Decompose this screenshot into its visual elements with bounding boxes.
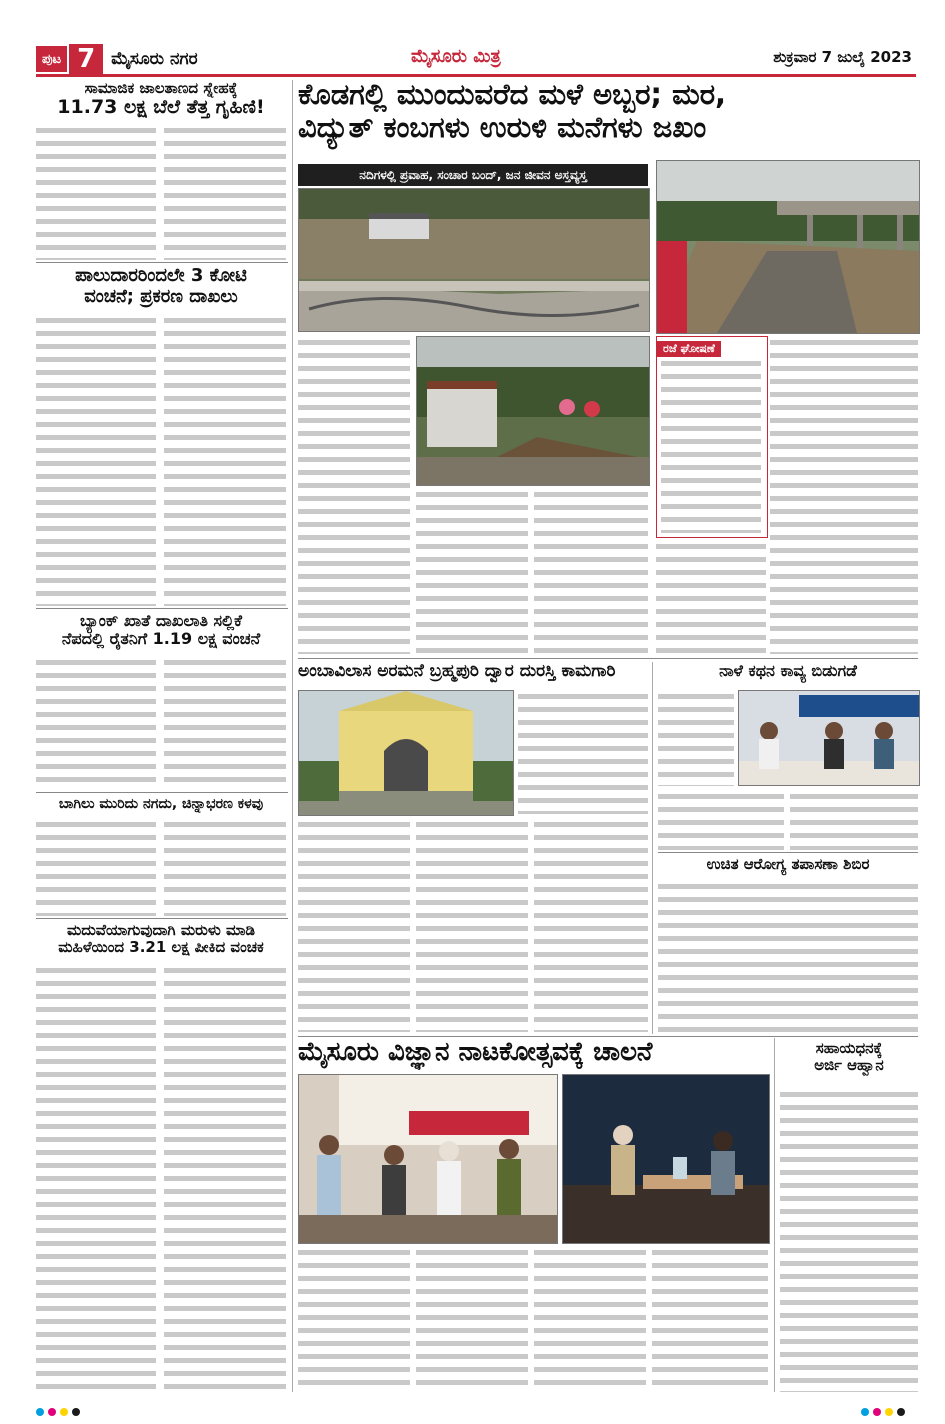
lead-headline-line1: ಕೊಡಗಲ್ಲಿ ಮುಂದುವರೆದ ಮಳೆ ಅಬ್ಬರ; ಮರ, <box>298 78 727 111</box>
story-headline-line1: ಸಾಮಾಜಿಕ ಜಾಲತಾಣದ ಸ್ನೇಹಕ್ಕೆ <box>84 80 238 97</box>
holiday-announcement-box <box>656 336 768 538</box>
divider <box>36 918 288 919</box>
story-headline-line1: ಪಾಲುದಾರರಿಂದಲೇ 3 ಕೋಟಿ <box>75 266 247 286</box>
story-body <box>36 818 156 916</box>
masthead <box>36 44 916 77</box>
festival-play-photo <box>562 1074 770 1244</box>
story-body <box>164 818 286 916</box>
divider <box>658 852 918 853</box>
story-headline-line2: ನೆಪದಲ್ಲಿ ರೈತನಿಗೆ 1.19 ಲಕ್ಷ ವಂಚನೆ <box>61 629 261 649</box>
page-label: ಪುಟ <box>36 46 67 72</box>
story-headline-line1: ಸಹಾಯಧನಕ್ಕೆ <box>815 1040 883 1057</box>
story-headline: ಬಾಗಿಲು ಮುರಿದು ನಗದು, ಚಿನ್ನಾಭರಣ ಕಳವು <box>58 796 264 812</box>
divider <box>36 792 288 793</box>
story-headline: ಮೈಸೂರು ವಿಜ್ಞಾನ ನಾಟಕೋತ್ಸವಕ್ಕೆ ಚಾಲನೆ <box>298 1038 653 1067</box>
divider <box>298 658 918 659</box>
festival-body-col <box>416 1246 528 1392</box>
lead-body-col <box>656 540 766 654</box>
festival-body-col <box>298 1246 410 1392</box>
registration-dot <box>897 1408 905 1416</box>
dateline: ಶುಕ್ರವಾರ 7 ಜುಲೈ 2023 <box>773 48 912 66</box>
palace-gate-image <box>299 691 513 815</box>
festival-inauguration-image <box>299 1075 557 1243</box>
flood-bridge-image <box>657 161 919 333</box>
story-body <box>164 964 286 1392</box>
story-marriage-fraud <box>36 922 286 1392</box>
column-divider <box>774 1038 775 1392</box>
lead-body-col <box>534 488 648 654</box>
grant-body <box>780 1088 918 1392</box>
registration-dot <box>60 1408 68 1416</box>
registration-dot <box>36 1408 44 1416</box>
divider <box>36 262 288 263</box>
palace-body-col <box>416 818 528 1032</box>
story-grant-application <box>780 1040 918 1084</box>
poetry-event-photo <box>738 690 920 786</box>
poetry-body-col <box>658 790 784 850</box>
festival-play-image <box>563 1075 769 1243</box>
story-body <box>164 314 286 606</box>
palace-gate-photo <box>298 690 514 816</box>
story-headline-line2: ಅರ್ಜಿ ಆಹ್ವಾನ <box>814 1056 884 1075</box>
story-science-drama-festival <box>298 1038 768 1072</box>
festival-body-col <box>534 1246 646 1392</box>
column-divider <box>292 80 293 1392</box>
lead-body-col <box>416 488 528 654</box>
lead-subhead: ನದಿಗಳಲ್ಲಿ ಪ್ರವಾಹ, ಸಂಚಾರ ಬಂದ್, ಜನ ಜೀವನ ಅಸ್ತವ್ಯಸ್ತ <box>298 164 648 186</box>
story-headline-line2: ಮಹಿಳೆಯಿಂದ 3.21 ಲಕ್ಷ ಪೀಕಿದ ವಂಚಕ <box>58 938 264 957</box>
story-headline: ಉಚಿತ ಆರೋಗ್ಯ ತಪಾಸಣಾ ಶಿಬಿರ <box>706 856 870 873</box>
story-palace-repair <box>298 662 648 686</box>
story-burglary <box>36 796 286 916</box>
flood-photo-bridge <box>656 160 920 334</box>
palace-body-col <box>534 818 648 1032</box>
color-registration-right <box>861 1408 905 1416</box>
palace-body-col <box>518 690 648 814</box>
lead-body-col <box>298 336 410 654</box>
story-headline-line1: ಬ್ಯಾಂಕ್ ಖಾತೆ ದಾಖಲಾತಿ ಸಲ್ಲಿಕೆ <box>80 612 242 630</box>
festival-inauguration-photo <box>298 1074 558 1244</box>
flood-photo-river <box>298 188 650 332</box>
poetry-body-col <box>790 790 918 850</box>
fallen-tree-photo <box>416 336 650 486</box>
story-social-media-fraud <box>36 80 286 260</box>
section-title: ಮೈಸೂರು ನಗರ <box>111 49 198 69</box>
lead-body-col <box>770 336 918 654</box>
holiday-tag: ರಜೆ ಘೋಷಣೆ <box>657 341 721 357</box>
festival-body-col <box>652 1246 768 1392</box>
story-body <box>164 656 286 790</box>
story-bank-account-fraud <box>36 612 286 790</box>
divider <box>298 1036 918 1037</box>
story-body <box>36 124 156 260</box>
story-headline: ಅಂಬಾವಿಲಾಸ ಅರಮನೆ ಬ್ರಹ್ಮಪುರಿ ದ್ವಾರ ದುರಸ್ತಿ ಕಾಮಗಾರಿ <box>298 662 616 681</box>
story-headline-line2: 11.73 ಲಕ್ಷ ಬೆಲೆ ತೆತ್ತ ಗೃಹಿಣಿ! <box>57 96 265 119</box>
divider <box>36 608 288 609</box>
registration-dot <box>72 1408 80 1416</box>
registration-dot <box>873 1408 881 1416</box>
story-body <box>164 124 286 260</box>
palace-body-col <box>298 818 410 1032</box>
registration-dot <box>885 1408 893 1416</box>
fallen-tree-image <box>417 337 649 485</box>
story-body <box>36 656 156 790</box>
poetry-body-col <box>658 690 734 786</box>
brand-logo: ಮೈಸೂರು ಮಿತ್ರ <box>411 46 501 67</box>
registration-dot <box>48 1408 56 1416</box>
lead-story-headline <box>298 78 918 160</box>
story-body <box>36 964 156 1392</box>
poetry-event-image <box>739 691 919 785</box>
registration-dot <box>861 1408 869 1416</box>
page-number: 7 <box>69 44 103 74</box>
story-headline-line1: ಮದುವೆಯಾಗುವುದಾಗಿ ಮರುಳು ಮಾಡಿ <box>67 922 255 939</box>
story-headline-line2: ವಂಚನೆ; ಪ್ರಕರಣ ದಾಖಲು <box>84 285 238 307</box>
flood-river-image <box>299 189 649 331</box>
story-headline: ನಾಳೆ ಕಥನ ಕಾವ್ಯ ಬಿಡುಗಡೆ <box>719 662 857 680</box>
story-body <box>36 314 156 606</box>
story-poetry-release <box>658 662 918 686</box>
story-health-camp <box>658 856 918 878</box>
story-partners-fraud <box>36 266 286 606</box>
holiday-text <box>661 357 761 533</box>
lead-headline-line2: ವಿದ್ಯುತ್ ಕಂಬಗಳು ಉರುಳಿ ಮನೆಗಳು ಜಖಂ <box>298 110 707 145</box>
column-divider <box>652 662 653 1034</box>
health-body <box>658 880 918 1032</box>
color-registration-left <box>36 1408 80 1416</box>
